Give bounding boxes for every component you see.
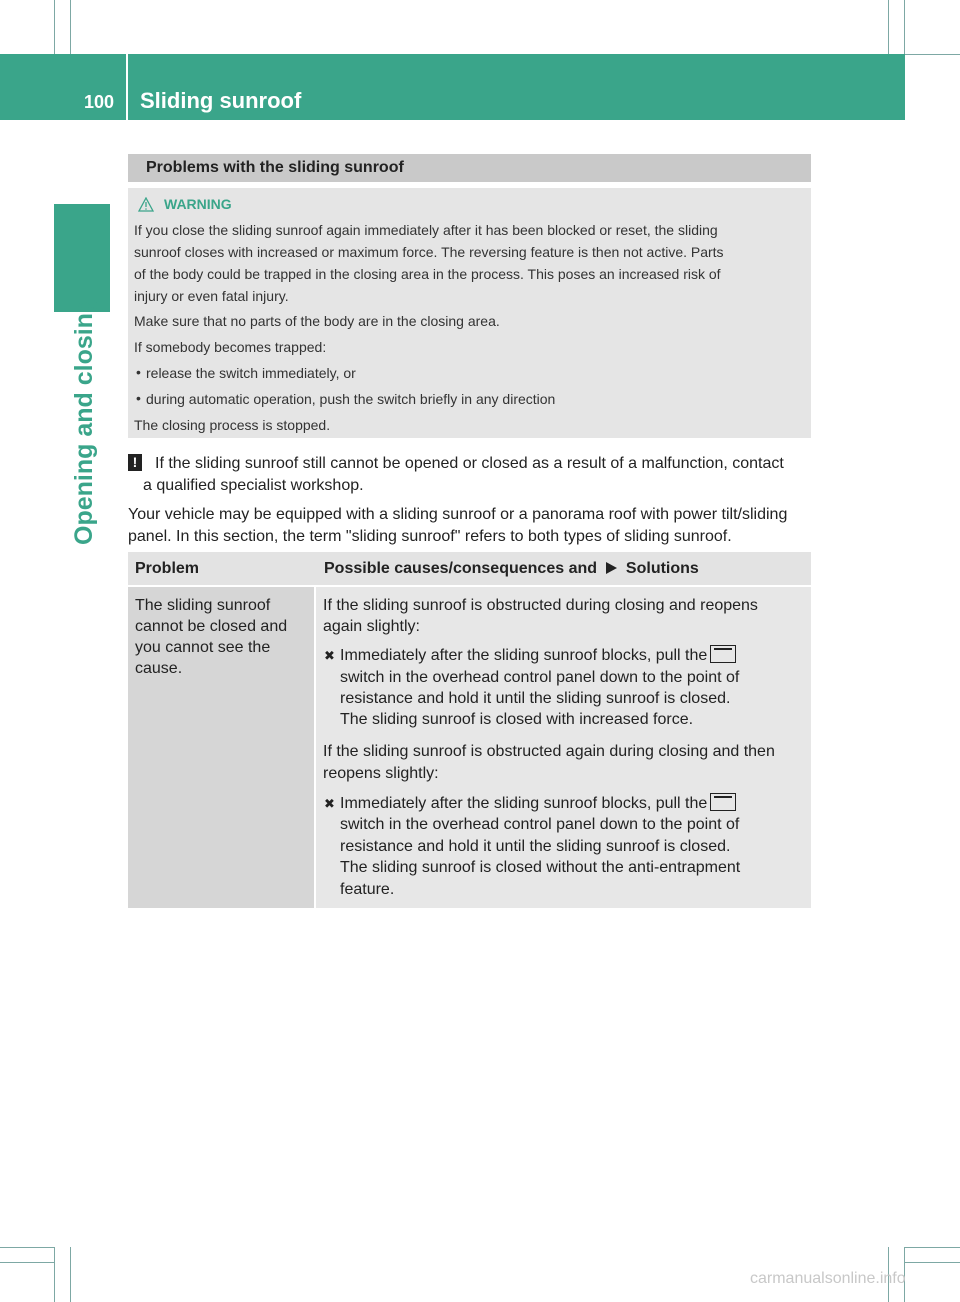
warning-line: sunroof closes with increased or maximum force. The reversing feature is then not active. Parts [134, 244, 724, 260]
notice-icon: ! [128, 454, 142, 471]
crop-mark [54, 1247, 55, 1302]
warning-bullet: during automatic operation, push the switch briefly in any direction [146, 391, 556, 407]
problem-line: cannot be closed and [135, 618, 288, 635]
solution-step-line: feature. [340, 881, 395, 898]
note-line: If the sliding sunroof still cannot be opened or closed as a result of a malfunction, contact [155, 455, 784, 472]
solution-step-line: switch in the overhead control panel down to the point of [340, 669, 740, 686]
page-title: Sliding sunroof [140, 88, 302, 113]
solution-step-text: Immediately after the sliding sunroof blocks, pull the [340, 795, 708, 812]
warning-triangle-icon [138, 197, 154, 212]
crop-mark [905, 1247, 960, 1248]
section-heading [128, 154, 811, 182]
solution-step-line: The sliding sunroof is closed with increased force. [340, 711, 694, 728]
problem-line: The sliding sunroof [135, 597, 271, 614]
step-arrow-icon: ✖ [324, 648, 335, 663]
section-heading-text: Problems with the sliding sunroof [146, 159, 404, 176]
solution-intro-line: reopens slightly: [323, 765, 439, 782]
intro-line: panel. In this section, the term "sliding sunroof" refers to both types of sliding sunroof. [128, 528, 732, 545]
problem-line: you cannot see the [135, 639, 271, 656]
table-header-problem: Problem [135, 560, 200, 577]
sunroof-switch-icon [710, 793, 736, 811]
solution-step-line [340, 645, 736, 667]
solution-step-line: resistance and hold it until the sliding sunroof is closed. [340, 838, 731, 855]
solution-step-line: switch in the overhead control panel down to the point of [340, 816, 740, 833]
crop-mark [70, 0, 71, 54]
solution-intro-line: again slightly: [323, 618, 420, 635]
note-line: a qualified specialist workshop. [143, 477, 364, 494]
warning-line: Make sure that no parts of the body are in the closing area. [134, 313, 500, 329]
solution-step-text: Immediately after the sliding sunroof blocks, pull the [340, 647, 708, 664]
warning-line: The closing process is stopped. [134, 417, 331, 433]
crop-mark [904, 0, 905, 54]
warning-bullet: release the switch immediately, or [146, 365, 356, 381]
warning-line: of the body could be trapped in the closing area in the process. This poses an increased risk of [134, 266, 721, 282]
play-arrow-icon [604, 561, 618, 575]
solution-intro-line: If the sliding sunroof is obstructed again during closing and then [323, 743, 775, 760]
warning-label: WARNING [164, 196, 232, 212]
page-number: 100 [84, 92, 115, 112]
crop-mark [905, 54, 960, 55]
bullet-icon: • [136, 364, 141, 380]
warning-line: If somebody becomes trapped: [134, 339, 327, 355]
bullet-icon: • [136, 390, 141, 406]
crop-mark [54, 0, 55, 54]
solution-step-line [340, 793, 736, 815]
solution-step-line: The sliding sunroof is closed without the anti-entrapment [340, 859, 741, 876]
table-header-causes [324, 560, 699, 578]
header-divider [126, 54, 128, 120]
problem-line: cause. [135, 660, 183, 677]
solution-step-line: resistance and hold it until the sliding sunroof is closed. [340, 690, 731, 707]
intro-line: Your vehicle may be equipped with a sliding sunroof or a panorama roof with power tilt/sliding [128, 506, 788, 523]
step-arrow-icon: ✖ [324, 796, 335, 811]
warning-line: If you close the sliding sunroof again immediately after it has been blocked or reset, the sliding [134, 222, 718, 238]
crop-mark [70, 1247, 71, 1302]
sunroof-switch-icon [710, 645, 736, 663]
table-header-causes-text: Possible causes/consequences and [324, 560, 598, 577]
crop-mark [0, 1262, 54, 1263]
warning-line: injury or even fatal injury. [134, 288, 289, 304]
table-header-solutions-text: Solutions [625, 560, 699, 577]
solution-intro-line: If the sliding sunroof is obstructed during closing and reopens [323, 597, 758, 614]
crop-mark [888, 0, 889, 54]
crop-mark [0, 1247, 54, 1248]
crop-mark [905, 1262, 960, 1263]
warning-title [138, 196, 232, 212]
side-tab-label: Opening and closing [70, 297, 98, 545]
watermark: carmanualsonline.info [750, 1270, 906, 1287]
